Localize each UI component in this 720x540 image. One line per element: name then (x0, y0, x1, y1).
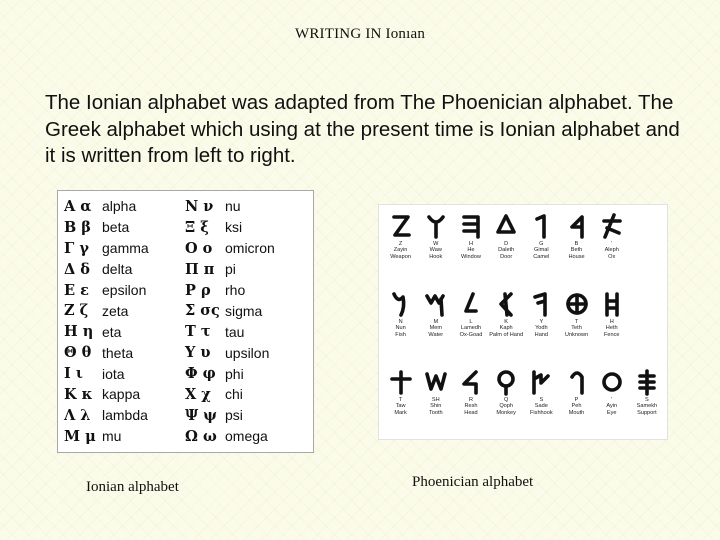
phoenician-letter-name: Peh (571, 403, 582, 410)
phoenician-letter-cell (418, 289, 453, 338)
ionian-letter-row (64, 405, 149, 426)
phoenician-letter-letter: S (645, 397, 649, 403)
ionian-letter-row (64, 217, 149, 238)
phoenician-glyph-icon (564, 211, 590, 241)
phoenician-letter-name: Nun (395, 325, 406, 332)
phoenician-letter-letter: Q (503, 397, 509, 403)
phoenician-letter-cell (453, 211, 488, 260)
phoenician-letter-cell (489, 211, 524, 260)
phoenician-glyph-icon (423, 367, 449, 397)
phoenician-alphabet-chart (378, 204, 668, 440)
phoenician-letter-meaning: Window (461, 253, 481, 260)
ionian-letter-row (185, 280, 275, 301)
phoenician-letter-name: Taw (395, 403, 406, 410)
phoenician-letter-letter: P (574, 397, 579, 403)
phoenician-letter-name: Kaph (499, 325, 513, 332)
phoenician-glyph-icon (564, 289, 590, 319)
phoenician-caption-text (498, 241, 514, 260)
phoenician-caption-text (489, 319, 523, 338)
greek-letter-name: epsilon (102, 282, 147, 298)
greek-letter-name: mu (102, 428, 122, 445)
greek-glyph: Ξ ξ (185, 218, 209, 236)
phoenician-letter-letter: Y (539, 319, 544, 325)
phoenician-caption-text (464, 397, 477, 416)
greek-glyph: Η η (64, 323, 94, 341)
phoenician-caption-text (428, 319, 443, 338)
ionian-letter-row (64, 321, 149, 342)
ionian-letter-row (64, 342, 149, 363)
phoenician-letter-name: Heth (605, 325, 618, 332)
phoenician-letter-meaning: Mark (394, 409, 407, 416)
ionian-alphabet-table (57, 190, 314, 453)
phoenician-letter-cell (383, 211, 418, 260)
phoenician-letter-letter: W (433, 241, 439, 247)
phoenician-letter-meaning: Camel (533, 253, 550, 260)
greek-letter-name: delta (102, 261, 133, 278)
greek-glyph: Μ μ (64, 427, 96, 445)
phoenician-letter-letter: L (469, 319, 473, 325)
greek-glyph: Λ λ (64, 406, 91, 424)
phoenician-letter-meaning: Support (637, 409, 657, 416)
phoenician-caption-text (496, 397, 516, 416)
greek-letter-name: rho (225, 282, 246, 298)
phoenician-letter-name: Qoph (499, 403, 513, 410)
phoenician-letter-letter: SH (431, 397, 440, 403)
ionian-letter-row (185, 217, 275, 238)
greek-glyph: Ν ν (185, 197, 214, 215)
phoenician-letter-meaning: Head (464, 409, 478, 416)
phoenician-glyph-icon (458, 211, 484, 241)
phoenician-caption-text (429, 241, 442, 260)
phoenician-glyph-icon (599, 211, 625, 241)
greek-glyph: Π π (185, 260, 215, 278)
phoenician-letter-cell (489, 367, 524, 416)
greek-letter-name: omega (225, 428, 268, 445)
phoenician-row (383, 289, 629, 338)
phoenician-letter-letter: G (539, 241, 544, 247)
phoenician-letter-meaning: Ox (608, 253, 616, 260)
ionian-letter-row (64, 300, 149, 321)
phoenician-letter-letter: H (468, 241, 473, 247)
phoenician-letter-letter: B (574, 241, 579, 247)
phoenician-glyph-icon (423, 211, 449, 241)
phoenician-letter-meaning: Fence (603, 331, 620, 338)
phoenician-glyph-icon (528, 211, 554, 241)
greek-letter-name: chi (225, 386, 243, 403)
phoenician-letter-cell (524, 367, 559, 416)
phoenician-caption-text (637, 397, 658, 416)
phoenician-letter-cell (594, 211, 629, 260)
phoenician-letter-meaning: Hand (534, 331, 549, 338)
greek-letter-name: iota (102, 365, 125, 382)
phoenician-letter-meaning: Ox-Goad (459, 331, 483, 338)
ionian-letter-row (185, 426, 275, 447)
greek-letter-name: sigma (225, 302, 263, 319)
phoenician-letter-letter: ' (611, 397, 613, 403)
greek-glyph: Ρ ρ (185, 281, 211, 299)
phoenician-glyph-icon (458, 367, 484, 397)
phoenician-row (383, 367, 665, 416)
ionian-caption: Ionian alphabet (86, 479, 179, 495)
ionian-letter-row (185, 321, 275, 342)
phoenician-letter-meaning: Weapon (390, 253, 411, 260)
phoenician-letter-letter: K (504, 319, 509, 325)
greek-letter-name: beta (102, 219, 130, 236)
greek-glyph: Ζ ζ (64, 302, 89, 320)
phoenician-letter-meaning: Mouth (568, 409, 585, 416)
greek-letter-name: theta (102, 344, 134, 361)
phoenician-letter-cell (524, 289, 559, 338)
greek-glyph: Β β (64, 218, 91, 236)
greek-letter-name: kappa (102, 386, 141, 403)
phoenician-letter-name: Teth (571, 325, 582, 332)
greek-letter-name: pi (225, 261, 236, 278)
ionian-letter-row (185, 384, 275, 405)
phoenician-glyph-icon (423, 289, 449, 319)
greek-glyph: Φ φ (185, 365, 216, 383)
greek-glyph: Γ γ (64, 239, 89, 257)
greek-letter-name: ksi (225, 219, 243, 236)
phoenician-glyph-icon (528, 289, 554, 319)
greek-letter-name: lambda (102, 407, 148, 424)
phoenician-letter-letter: T (398, 397, 403, 403)
phoenician-letter-name: Samekh (636, 403, 658, 410)
phoenician-letter-name: Ayin (606, 403, 618, 410)
phoenician-glyph-icon (388, 289, 414, 319)
greek-glyph: Σ σς (185, 302, 220, 320)
ionian-column-right (185, 196, 275, 447)
phoenician-caption-text (533, 241, 549, 260)
phoenician-caption-text (606, 397, 617, 416)
phoenician-letter-cell (559, 367, 594, 416)
phoenician-glyph-icon (388, 211, 414, 241)
phoenician-letter-letter: T (574, 319, 579, 325)
phoenician-glyph-icon (493, 289, 519, 319)
phoenician-caption-text (390, 241, 411, 260)
ionian-letter-row (185, 300, 275, 321)
ionian-column-left (64, 196, 149, 447)
phoenician-letter-cell (594, 367, 629, 416)
ionian-letter-row (185, 259, 275, 280)
phoenician-letter-name: He (467, 247, 475, 254)
greek-glyph: Υ υ (185, 344, 211, 362)
phoenician-caption-text (569, 397, 585, 416)
ionian-letter-row (64, 238, 149, 259)
phoenician-letter-meaning: Palm of Hand (489, 331, 524, 338)
greek-letter-name: omicron (225, 240, 275, 257)
phoenician-letter-name: Aleph (604, 247, 619, 254)
phoenician-letter-name: Beth (570, 247, 583, 254)
phoenician-letter-name: Lamedh (460, 325, 482, 332)
greek-glyph: Κ κ (64, 385, 93, 403)
phoenician-caption-text (461, 241, 481, 260)
phoenician-letter-cell (418, 211, 453, 260)
phoenician-letter-name: Daleth (498, 247, 515, 254)
phoenician-letter-meaning: Water (428, 331, 444, 338)
phoenician-letter-meaning: Door (500, 253, 513, 260)
phoenician-glyph-icon (493, 211, 519, 241)
phoenician-letter-name: Sade (534, 403, 548, 410)
phoenician-caption-text (395, 319, 406, 338)
greek-letter-name: alpha (102, 198, 137, 215)
ionian-letter-row (185, 196, 275, 217)
phoenician-letter-meaning: Fishhook (529, 409, 553, 416)
ionian-letter-row (64, 363, 149, 384)
phoenician-glyph-icon (599, 289, 625, 319)
greek-glyph: Χ χ (185, 385, 211, 403)
phoenician-letter-meaning: House (568, 253, 585, 260)
phoenician-letter-letter: R (468, 397, 473, 403)
phoenician-letter-letter: H (609, 319, 614, 325)
phoenician-caption-text (605, 241, 619, 260)
phoenician-letter-name: Zayin (393, 247, 408, 254)
ionian-letter-row (185, 342, 275, 363)
greek-glyph: Ψ ψ (185, 406, 217, 424)
phoenician-letter-cell (383, 289, 418, 338)
greek-glyph: Α α (64, 197, 92, 215)
greek-letter-name: upsilon (225, 344, 270, 361)
phoenician-letter-cell (418, 367, 453, 416)
greek-letter-name: gamma (102, 240, 149, 257)
phoenician-letter-cell (629, 367, 664, 416)
ionian-letter-row (64, 384, 149, 405)
phoenician-letter-name: Resh (464, 403, 478, 410)
greek-letter-name: nu (225, 198, 241, 215)
phoenician-letter-meaning: Unknown (564, 331, 589, 338)
phoenician-letter-letter: N (398, 319, 403, 325)
phoenician-caption-text (604, 319, 620, 338)
phoenician-letter-cell (453, 367, 488, 416)
phoenician-letter-meaning: Hook (429, 253, 443, 260)
phoenician-glyph-icon (599, 367, 625, 397)
phoenician-letter-letter: M (433, 319, 439, 325)
phoenician-caption-text (460, 319, 483, 338)
phoenician-glyph-icon (388, 367, 414, 397)
slide-title: WRITING IN Ionıan (294, 26, 426, 42)
greek-glyph: Δ δ (64, 260, 90, 278)
greek-glyph: Ω ω (185, 427, 217, 445)
greek-glyph: Θ θ (64, 344, 92, 362)
greek-glyph: Ε ε (64, 281, 89, 299)
greek-letter-name: eta (102, 323, 122, 340)
phoenician-letter-name: Waw (429, 247, 442, 254)
ionian-letter-row (64, 280, 149, 301)
phoenician-glyph-icon (564, 367, 590, 397)
phoenician-caption: Phoenician alphabet (412, 474, 534, 490)
phoenician-letter-letter: ' (611, 241, 613, 247)
phoenician-letter-cell (453, 289, 488, 338)
greek-glyph: Τ τ (185, 323, 211, 341)
phoenician-glyph-icon (528, 367, 554, 397)
phoenician-caption-text (530, 397, 553, 416)
phoenician-letter-cell (489, 289, 524, 338)
phoenician-letter-cell (383, 367, 418, 416)
phoenician-glyph-icon (458, 289, 484, 319)
phoenician-caption-text (568, 241, 584, 260)
ionian-letter-row (185, 238, 275, 259)
phoenician-caption-text (394, 397, 406, 416)
ionian-letter-row (185, 363, 275, 384)
phoenician-letter-cell (559, 289, 594, 338)
phoenician-letter-meaning: Fish (395, 331, 406, 338)
phoenician-letter-letter: S (539, 397, 544, 403)
phoenician-letter-name: Shin (430, 403, 442, 410)
phoenician-letter-letter: Z (398, 241, 403, 247)
phoenician-caption-text (429, 397, 443, 416)
phoenician-letter-meaning: Monkey (496, 409, 516, 416)
phoenician-letter-name: Yodh (535, 325, 548, 332)
greek-letter-name: psi (225, 407, 243, 424)
phoenician-letter-cell (524, 211, 559, 260)
phoenician-letter-cell (559, 211, 594, 260)
phoenician-letter-name: Mem (429, 325, 442, 332)
phoenician-letter-meaning: Eye (606, 409, 617, 416)
greek-letter-name: phi (225, 365, 244, 382)
ionian-letter-row (185, 405, 275, 426)
phoenician-letter-letter: D (504, 241, 509, 247)
phoenician-glyph-icon (493, 367, 519, 397)
greek-glyph: Ι ι (64, 365, 83, 383)
phoenician-letter-name: Gimal (534, 247, 549, 254)
phoenician-caption-text (535, 319, 548, 338)
ionian-letter-row (64, 426, 149, 447)
greek-glyph: Ο ο (185, 239, 213, 257)
greek-letter-name: zeta (102, 302, 129, 319)
phoenician-letter-cell (594, 289, 629, 338)
greek-letter-name: tau (225, 323, 245, 340)
phoenician-caption-text (565, 319, 588, 338)
phoenician-glyph-icon (634, 367, 660, 397)
ionian-letter-row (64, 196, 149, 217)
phoenician-letter-meaning: Tooth (428, 409, 443, 416)
phoenician-row (383, 211, 629, 260)
intro-paragraph: The Ionian alphabet was adapted from The Phoenician alphabet. The Greek alphabet which using at the present time is Ionian alphabet and it is written from left to right. (45, 91, 680, 167)
ionian-letter-row (64, 259, 149, 280)
